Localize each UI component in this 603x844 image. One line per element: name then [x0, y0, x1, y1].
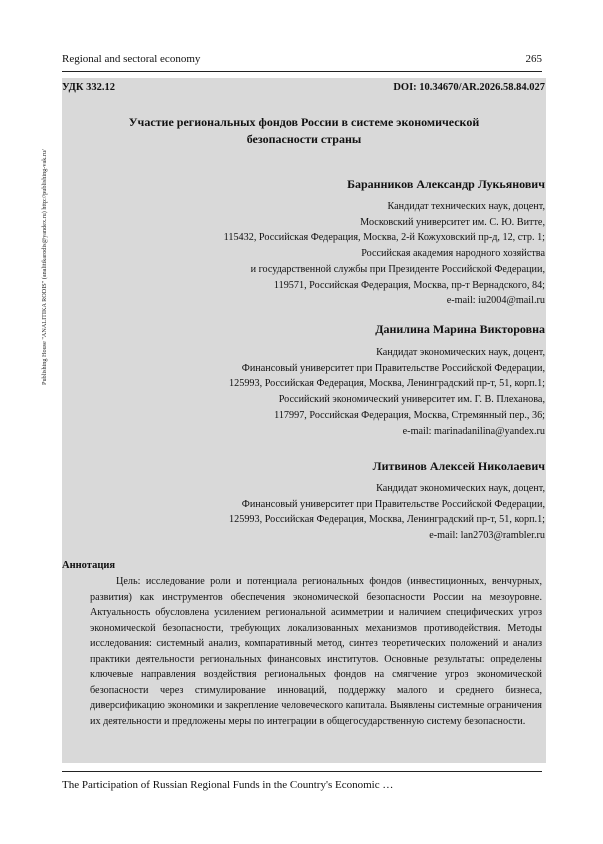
author-name: Литвинов Алексей Николаевич: [372, 459, 545, 473]
author-name: Баранников Александр Лукьянович: [347, 177, 545, 191]
affiliation-line: 125993, Российская Федерация, Москва, Ленинградский пр-т, 51, корп.1;: [229, 514, 545, 526]
affiliation-line: 125993, Российская Федерация, Москва, Ленинградский пр-т, 51, корп.1;: [229, 378, 545, 390]
side-publisher-note: [41, 149, 55, 399]
journal-section-title: Regional and sectoral economy: [62, 53, 201, 65]
page-number: 265: [525, 53, 542, 65]
abstract-text: Цель: исследование роли и потенциала региональных фондов (инвестиционных, венчурных, развития) как инструментов обеспечения экономической безопасности России на мезоуровне. Актуальность обусловлена усилением региональной асимметрии и наличием специфических угроз экономической безопасности, требующих локализованных механизмов противодействия. Методы исследования: системный анализ, компаративный метод, синтез теоретических положений и анализ практики деятельности региональных финансовых институтов. Основные результаты: определены ключевые направления воздействия региональных фондов на смягчение угроз экономической безопасности через стимулирование инноваций, поддержку малого и среднего бизнеса, диверсификацию экономики и закрепление человеческого капитала. Выявлены системные ограничения их деятельности и предложены меры по интеграции в общегосударственную систему безопасности.: [90, 576, 542, 727]
author-name: Данилина Марина Викторовна: [375, 322, 545, 336]
affiliation-line: Финансовый университет при Правительстве Российской Федерации,: [241, 362, 545, 374]
article-title: [62, 114, 546, 148]
affiliation-line: 119571, Российская Федерация, Москва, пр-т Вернадского, 84;: [273, 279, 545, 291]
running-footer: The Participation of Russian Regional Funds in the Country's Economic …: [62, 779, 394, 791]
affiliation-line: Финансовый университет при Правительстве Российской Федерации,: [241, 498, 545, 510]
footer-rule: [62, 771, 542, 772]
author-email: e-mail: iu2004@mail.ru: [446, 295, 545, 307]
abstract-heading: Аннотация: [62, 560, 116, 571]
author-affiliation: [75, 199, 545, 309]
affiliation-line: Кандидат технических наук, доцент,: [387, 201, 545, 212]
udc-code: УДК 332.12: [62, 82, 115, 93]
author-email: e-mail: lan2703@rambler.ru: [429, 530, 545, 542]
affiliation-line: Российский экономический университет им. Г. В. Плеханова,: [278, 394, 545, 406]
header-rule: [62, 71, 542, 72]
affiliation-line: Кандидат экономических наук, доцент,: [376, 483, 545, 494]
doi: DOI: 10.34670/AR.2026.58.84.027: [393, 82, 545, 93]
affiliation-line: Московский университет им. С. Ю. Витте,: [360, 216, 545, 228]
affiliation-line: Российская академия народного хозяйства: [361, 248, 545, 260]
author-affiliation: [75, 345, 545, 439]
side-publisher-text: Publishing House "ANALITIKA RODIS" (analitikarodis@yandex.ru) http://publishing-vak.ru/: [41, 149, 48, 385]
title-line: Участие региональных фондов России в системе экономической: [128, 115, 480, 129]
author-affiliation: [75, 481, 545, 544]
affiliation-line: 115432, Российская Федерация, Москва, 2-й Кожуховский пр-д, 12, стр. 1;: [223, 232, 545, 244]
affiliation-line: 117997, Российская Федерация, Москва, Стремянный пер., 36;: [274, 409, 545, 421]
affiliation-line: Кандидат экономических наук, доцент,: [376, 347, 545, 358]
title-line: безопасности страны: [246, 132, 362, 146]
affiliation-line: и государственной службы при Президенте Российской Федерации,: [250, 263, 545, 275]
author-email: e-mail: marinadanilina@yandex.ru: [402, 425, 545, 437]
